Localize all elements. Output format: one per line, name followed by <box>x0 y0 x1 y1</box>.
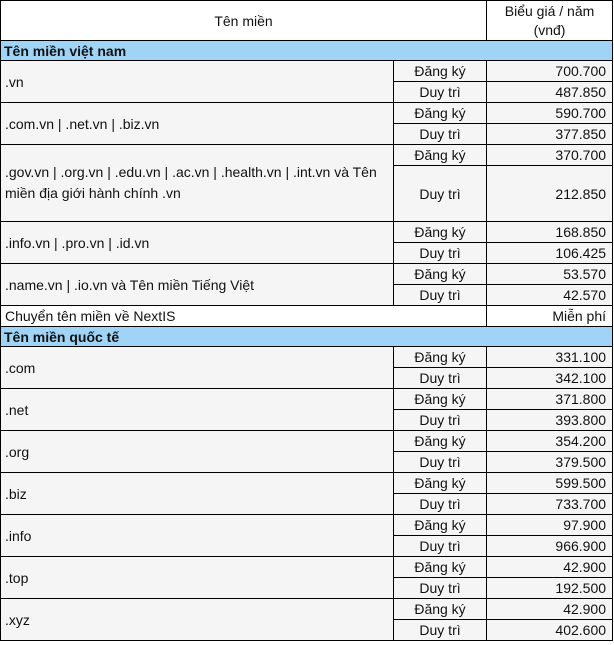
register-label: Đăng ký <box>394 473 487 494</box>
register-price: 700.700 <box>487 61 613 82</box>
domain-name-cell: .xyz <box>1 599 394 641</box>
section-header-row <box>1 41 613 61</box>
renew-price: 393.800 <box>487 410 613 431</box>
renew-label: Duy trì <box>394 82 487 103</box>
domain-name-cell: .info.vn | .pro.vn | .id.vn <box>1 222 394 264</box>
domain-name-cell: .name.vn | .io.vn và Tên miền Tiếng Việt <box>1 264 394 306</box>
transfer-value: Miễn phí <box>487 306 613 327</box>
renew-label: Duy trì <box>394 368 487 389</box>
register-price: 371.800 <box>487 389 613 410</box>
renew-label: Duy trì <box>394 243 487 264</box>
domain-name-cell: .gov.vn | .org.vn | .edu.vn | .ac.vn | .health.vn | .int.vn và Tên miền địa giới hành chính .vn <box>1 145 394 222</box>
register-label: Đăng ký <box>394 103 487 124</box>
register-label: Đăng ký <box>394 389 487 410</box>
renew-label: Duy trì <box>394 410 487 431</box>
register-label: Đăng ký <box>394 557 487 578</box>
register-label: Đăng ký <box>394 145 487 166</box>
renew-price: 966.900 <box>487 536 613 557</box>
domain-name-cell: .net <box>1 389 394 431</box>
section-header-row <box>1 327 613 347</box>
renew-price: 733.700 <box>487 494 613 515</box>
transfer-label: Chuyển tên miền về NextIS <box>1 306 487 327</box>
register-label: Đăng ký <box>394 431 487 452</box>
renew-price: 192.500 <box>487 578 613 599</box>
register-price: 42.900 <box>487 599 613 620</box>
renew-label: Duy trì <box>394 124 487 145</box>
register-price: 168.850 <box>487 222 613 243</box>
renew-label: Duy trì <box>394 620 487 641</box>
table-row <box>1 515 613 536</box>
table-row <box>1 557 613 578</box>
register-price: 331.100 <box>487 347 613 368</box>
price-column-header: Biểu giá / năm (vnđ) <box>487 1 613 41</box>
table-row <box>1 347 613 368</box>
renew-label: Duy trì <box>394 285 487 306</box>
renew-price: 402.600 <box>487 620 613 641</box>
renew-price: 342.100 <box>487 368 613 389</box>
domain-name-cell: .info <box>1 515 394 557</box>
domain-column-header: Tên miền <box>1 1 487 41</box>
register-label: Đăng ký <box>394 347 487 368</box>
renew-label: Duy trì <box>394 536 487 557</box>
domain-name-cell: .top <box>1 557 394 599</box>
renew-price: 377.850 <box>487 124 613 145</box>
renew-label: Duy trì <box>394 166 487 222</box>
table-row <box>1 61 613 82</box>
register-label: Đăng ký <box>394 599 487 620</box>
renew-label: Duy trì <box>394 578 487 599</box>
register-price: 97.900 <box>487 515 613 536</box>
table-row <box>1 145 613 166</box>
register-label: Đăng ký <box>394 515 487 536</box>
table-row <box>1 222 613 243</box>
table-row <box>1 103 613 124</box>
section-title-international: Tên miền quốc tế <box>1 327 613 347</box>
domain-name-cell: .com.vn | .net.vn | .biz.vn <box>1 103 394 145</box>
renew-price: 379.500 <box>487 452 613 473</box>
renew-price: 212.850 <box>487 166 613 222</box>
renew-label: Duy trì <box>394 494 487 515</box>
renew-label: Duy trì <box>394 452 487 473</box>
renew-price: 42.570 <box>487 285 613 306</box>
table-header-row <box>1 1 613 41</box>
register-price: 53.570 <box>487 264 613 285</box>
register-price: 599.500 <box>487 473 613 494</box>
renew-price: 106.425 <box>487 243 613 264</box>
register-label: Đăng ký <box>394 222 487 243</box>
table-row <box>1 473 613 494</box>
register-price: 354.200 <box>487 431 613 452</box>
table-row <box>1 264 613 285</box>
domain-name-cell: .org <box>1 431 394 473</box>
section-title-vietnam: Tên miền việt nam <box>1 41 613 61</box>
table-row <box>1 389 613 410</box>
table-row <box>1 431 613 452</box>
register-label: Đăng ký <box>394 61 487 82</box>
domain-name-cell: .biz <box>1 473 394 515</box>
transfer-row <box>1 306 613 327</box>
register-label: Đăng ký <box>394 264 487 285</box>
domain-name-cell: .com <box>1 347 394 389</box>
domain-name-cell: .vn <box>1 61 394 103</box>
register-price: 370.700 <box>487 145 613 166</box>
register-price: 42.900 <box>487 557 613 578</box>
table-row <box>1 599 613 620</box>
renew-price: 487.850 <box>487 82 613 103</box>
register-price: 590.700 <box>487 103 613 124</box>
